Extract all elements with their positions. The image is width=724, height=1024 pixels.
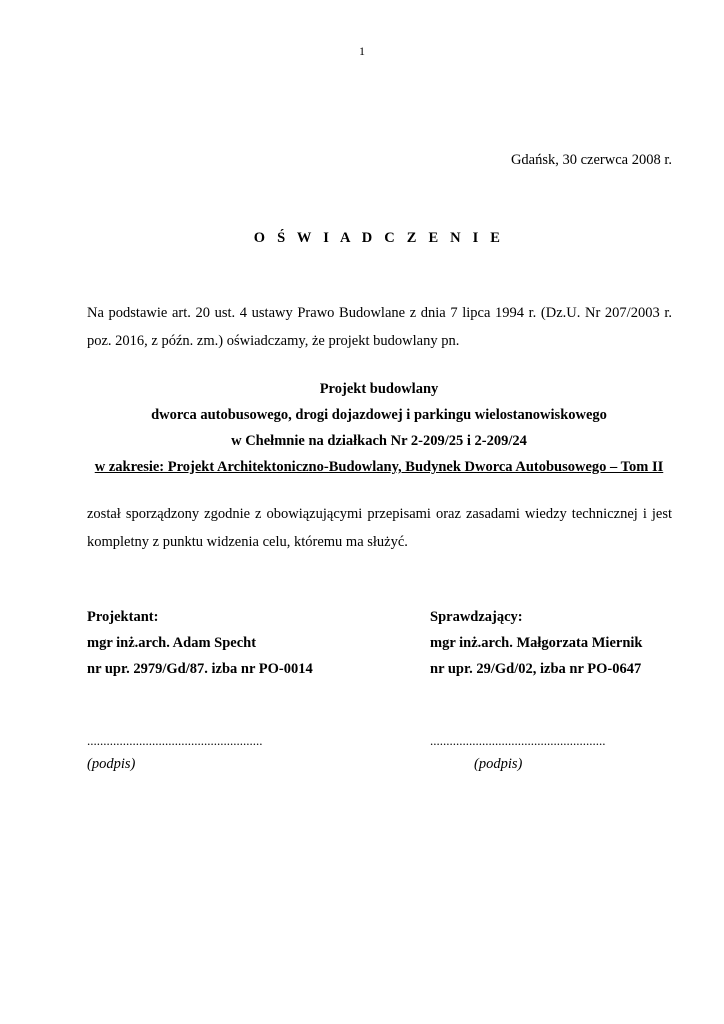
- page-number: 1: [359, 44, 365, 58]
- designer-license: nr upr. 2979/Gd/87. izba nr PO-0014: [87, 661, 313, 677]
- project-scope: w zakresie: Projekt Architektoniczno-Budowlany, Budynek Dworca Autobusowego – Tom II: [94, 459, 664, 475]
- document-title: O Ś W I A D C Z E N I E: [253, 230, 505, 246]
- verifier-signature-line: ......................................................: [430, 733, 606, 748]
- project-block: [0, 376, 724, 480]
- designer-signature-line: ......................................................: [87, 733, 263, 748]
- project-location: w Chełmnie na działkach Nr 2-209/25 i 2-209/24: [231, 433, 527, 449]
- project-subject: dworca autobusowego, drogi dojazdowej i parkingu wielostanowiskowego: [151, 407, 607, 423]
- designer-role: Projektant:: [87, 609, 159, 625]
- verifier-block: [430, 604, 643, 682]
- verifier-role: Sprawdzający:: [430, 609, 523, 625]
- intro-paragraph: Na podstawie art. 20 ust. 4 ustawy Prawo Budowlane z dnia 7 lipca 1994 r. (Dz.U. Nr 207/2003 r. poz. 2016, z późn. zm.) oświadczamy, że projekt budowlany pn.: [87, 305, 672, 349]
- designer-name: mgr inż.arch. Adam Specht: [87, 635, 257, 651]
- designer-signature-label: (podpis): [87, 756, 136, 772]
- verifier-license: nr upr. 29/Gd/02, izba nr PO-0647: [430, 661, 642, 677]
- place-date: Gdańsk, 30 czerwca 2008 r.: [510, 152, 672, 168]
- verifier-signature-label: (podpis): [474, 756, 523, 772]
- project-name: Projekt budowlany: [319, 381, 439, 397]
- verifier-name: mgr inż.arch. Małgorzata Miernik: [430, 635, 643, 651]
- designer-block: [87, 604, 313, 682]
- closing-paragraph: został sporządzony zgodnie z obowiązującymi przepisami oraz zasadami wiedzy technicznej i jest kompletny z punktu widzenia celu, któremu ma służyć.: [87, 506, 672, 550]
